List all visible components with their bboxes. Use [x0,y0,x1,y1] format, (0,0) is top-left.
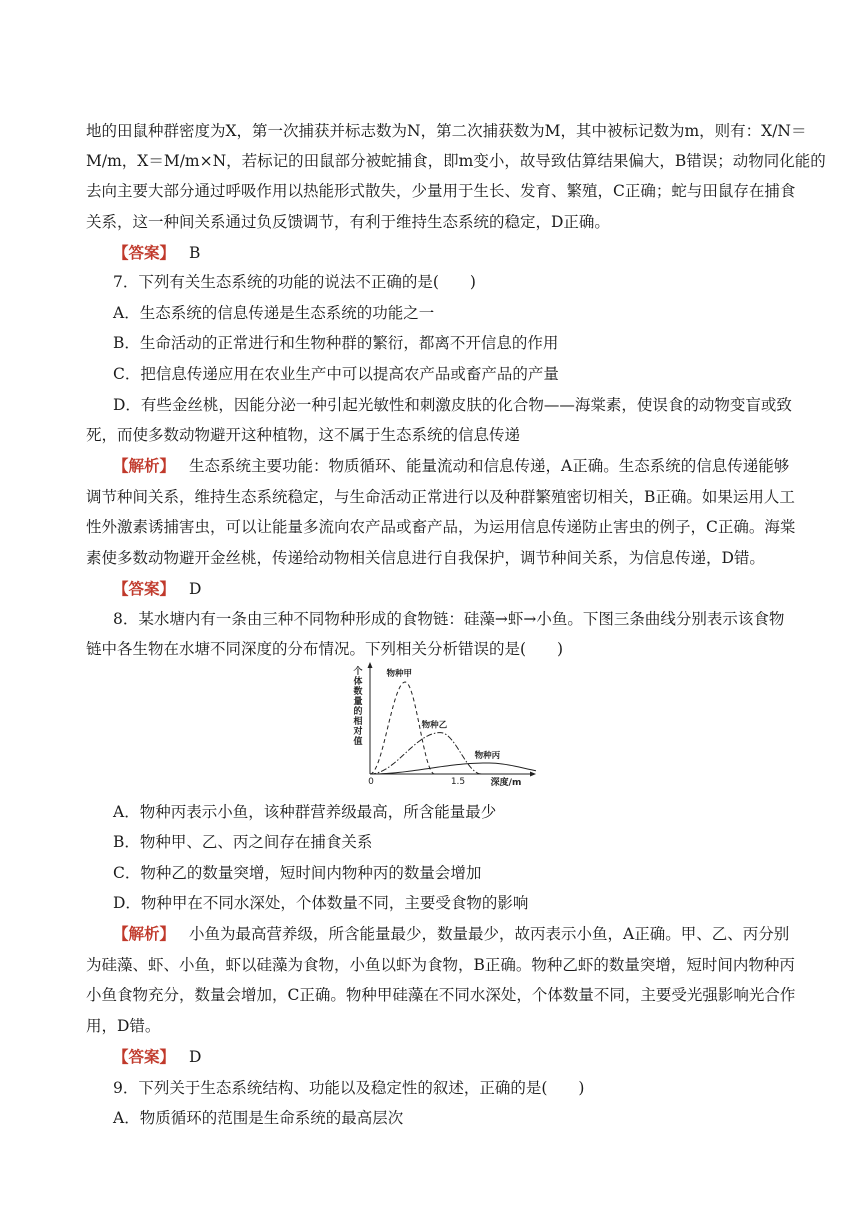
text-line: 调节种间关系，维持生态系统稳定，与生命活动正常进行以及种群繁殖密切相关，B正确。如果运用人工 [86,488,795,506]
q7-option-a: A．生态系统的信息传递是生态系统的功能之一 [113,304,435,322]
y-axis-label-char: 体 [353,677,363,687]
question-8-stem-cont: 链中各生物在水塘不同深度的分布情况。下列相关分析错误的是( ) [86,640,564,658]
question-7-stem: 7．下列有关生态系统的功能的说法不正确的是( ) [113,273,476,291]
analysis-label: 【解析】 [113,456,176,475]
x-axis-label: 深度/m [490,778,522,788]
question-8-stem: 8．某水塘内有一条由三种不同物种形成的食物链：硅藻→虾→小鱼。下图三条曲线分别表示该食物 [113,610,785,628]
answer-label: 【答案】 [113,579,176,598]
analysis-text: 生态系统主要功能：物质循环、能量流动和信息传递，A正确。生态系统的信息传递能够 [189,457,790,475]
q7-option-d-cont: 死，而使多数动物避开这种植物，这不属于生态系统的信息传递 [86,426,521,444]
y-axis-label-char: 值 [353,737,363,747]
depth-distribution-chart [336,660,536,790]
series-label: 物种甲 [386,669,412,679]
answer-row-q7 [113,574,776,604]
y-axis-arrow [368,662,373,668]
text-line: 小鱼食物充分，数量会增加，C正确。物种甲硅藻在不同水深处，个体数量不同，主要受光强影响光合作 [86,986,796,1004]
text-line: 去向主要大部分通过呼吸作用以热能形式散失，少量用于生长、发育、繁殖，C正确；蛇与田鼠存在捕食 [86,182,796,200]
y-axis-label [352,665,362,747]
q7-analysis [113,451,790,481]
y-axis-label-char: 量 [353,697,363,707]
text-line: M/m，X＝M/m×N，若标记的田鼠部分被蛇捕食，即m变小，故导致估算结果偏大，B错误；动物同化能的 [86,152,826,170]
text-line: 关系，这一种间关系通过负反馈调节，有利于维持生态系统的稳定，D正确。 [86,213,610,231]
q8-option-a: A．物种丙表示小鱼，该种群营养级最高，所含能量最少 [113,803,497,821]
text-line: 用，D错。 [86,1017,161,1035]
analysis-label: 【解析】 [113,924,176,943]
answer-value: D [189,1048,202,1066]
series-line [370,763,536,774]
y-axis-label-char: 相 [353,717,363,727]
text-line: 地的田鼠种群密度为X，第一次捕获并标志数为N，第二次捕获数为M，其中被标记数为m，则有：X/N＝ [86,122,807,140]
series-label: 物种丙 [474,750,501,761]
x-tick-label: 1.5 [450,777,466,787]
series-label: 物种乙 [421,720,448,731]
answer-label: 【答案】 [113,243,176,262]
answer-row-q6 [113,238,776,268]
question-9-stem: 9．下列关于生态系统结构、功能以及稳定性的叙述，正确的是( ) [113,1079,585,1097]
y-axis-label-char: 个 [353,667,363,677]
answer-label: 【答案】 [113,1047,176,1066]
answer-value: B [189,244,201,262]
q7-option-b: B．生命活动的正常进行和生物种群的繁衍，都离不开信息的作用 [113,334,559,352]
x-tick-label: 0 [368,777,374,787]
y-axis-label-char: 数 [353,687,363,697]
x-axis-arrow [530,772,536,777]
answer-value: D [189,580,202,598]
text-line: 为硅藻、虾、小鱼，虾以硅藻为食物，小鱼以虾为食物，B正确。物种乙虾的数量突增，短时间内物种丙 [86,956,795,974]
text-line: 素使多数动物避开金丝桃，传递给动物相关信息进行自我保护，调节种间关系，为信息传递，D错。 [86,549,765,567]
q7-option-d: D．有些金丝桃，因能分泌一种引起光敏性和刺激皮肤的化合物——海棠素，使误食的动物变盲或致 [113,396,792,414]
q8-analysis [113,919,790,949]
analysis-text: 小鱼为最高营养级，所含能量最少，数量最少，故丙表示小鱼，A正确。甲、乙、丙分别 [189,925,790,943]
q8-option-c: C．物种乙的数量突增，短时间内物种丙的数量会增加 [113,864,482,882]
y-axis-label-char: 对 [353,727,363,737]
answer-row-q8 [113,1042,776,1072]
q8-option-d: D．物种甲在不同水深处，个体数量不同，主要受食物的影响 [113,894,529,912]
q9-option-a: A．物质循环的范围是生命系统的最高层次 [113,1109,404,1127]
text-line: 性外激素诱捕害虫，可以让能量多流向农产品或畜产品，为运用信息传递防止害虫的例子，C正确。海棠 [86,518,796,536]
q7-option-c: C．把信息传递应用在农业生产中可以提高农产品或畜产品的产量 [113,365,559,383]
q8-option-b: B．物种甲、乙、丙之间存在捕食关系 [113,833,373,851]
y-axis-label-char: 的 [353,707,363,717]
